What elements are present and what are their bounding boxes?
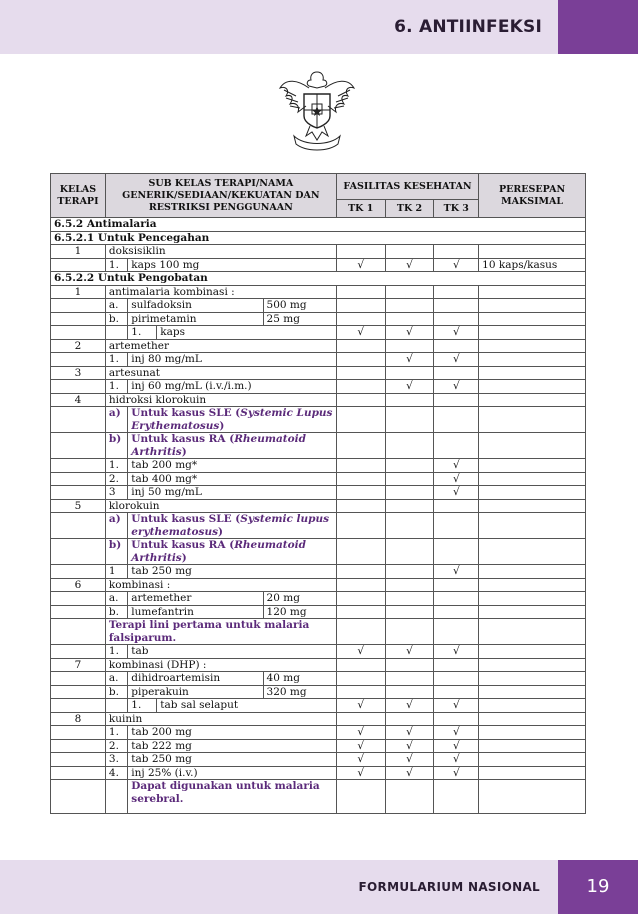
table-row: a) Untuk kasus SLE (Systemic lupus erythematosus)	[51, 513, 586, 539]
section-row: 6.5.2 Antimalaria	[51, 218, 586, 232]
table-row: 1. tab √ √ √	[51, 645, 586, 659]
table-row: 1. inj 80 mg/mL √ √	[51, 353, 586, 367]
table-row: 1. tab 200 mg* √	[51, 459, 586, 473]
table-row: 1 tab 250 mg √	[51, 565, 586, 579]
col-kelas-terapi: KELAS TERAPI	[51, 174, 106, 218]
table-row: 5 klorokuin	[51, 499, 586, 513]
table-row: a. artemether 20 mg	[51, 592, 586, 606]
table-row: b) Untuk kasus RA (Rheumatoid Arthritis)	[51, 433, 586, 459]
table-row: 1 antimalaria kombinasi :	[51, 285, 586, 299]
table-row: 3. tab 250 mg √ √ √	[51, 753, 586, 767]
table-row: 2 artemether	[51, 339, 586, 353]
table-row: b) Untuk kasus RA (Rheumatoid Arthritis)	[51, 539, 586, 565]
table-row: b. pirimetamin 25 mg	[51, 312, 586, 326]
page-number: 19	[558, 860, 638, 914]
header-tab	[558, 0, 638, 54]
garuda-emblem-icon	[276, 66, 358, 152]
table-row: 1. kaps 100 mg √ √ √ 10 kaps/kasus	[51, 258, 586, 272]
table-row: 2. tab 400 mg* √	[51, 472, 586, 486]
col-peresepan: PERESEPAN MAKSIMAL	[479, 174, 586, 218]
table-row: 4. inj 25% (i.v.) √ √ √	[51, 766, 586, 780]
table-row: Dapat digunakan untuk malaria serebral.	[51, 780, 586, 814]
footer-bar	[0, 860, 638, 914]
col-tk3: TK 3	[434, 200, 479, 218]
table-row: b. lumefantrin 120 mg	[51, 605, 586, 619]
table-row: a. dihidroartemisin 40 mg	[51, 672, 586, 686]
section-row: 6.5.2.1 Untuk Pencegahan	[51, 231, 586, 245]
table-row: 4 hidroksi klorokuin	[51, 393, 586, 407]
table-row: 3 artesunat	[51, 366, 586, 380]
col-tk2: TK 2	[385, 200, 434, 218]
table-row: 8 kuinin	[51, 712, 586, 726]
footer-label: FORMULARIUM NASIONAL	[358, 880, 540, 894]
col-fasilitas: FASILITAS KESEHATAN	[336, 174, 478, 200]
chapter-title: 6. ANTIINFEKSI	[394, 17, 542, 37]
section-row: 6.5.2.2 Untuk Pengobatan	[51, 272, 586, 286]
table-row: 1. kaps √ √ √	[51, 326, 586, 340]
table-row: b. piperakuin 320 mg	[51, 685, 586, 699]
col-tk1: TK 1	[336, 200, 385, 218]
table-row: 6 kombinasi :	[51, 578, 586, 592]
header-bar	[0, 0, 638, 54]
formulary-table	[50, 173, 586, 814]
table-row: 3 inj 50 mg/mL √	[51, 486, 586, 500]
table-row: a. sulfadoksin 500 mg	[51, 299, 586, 313]
table-row: 2. tab 222 mg √ √ √	[51, 739, 586, 753]
table-row: 1. tab 200 mg √ √ √	[51, 726, 586, 740]
table-row: Terapi lini pertama untuk malaria falsiparum.	[51, 619, 586, 645]
table-row: 1. tab sal selaput √ √ √	[51, 699, 586, 713]
table-row: a) Untuk kasus SLE (Systemic Lupus Erythematosus)	[51, 407, 586, 433]
table-row: 7 kombinasi (DHP) :	[51, 658, 586, 672]
col-sub-kelas: SUB KELAS TERAPI/NAMA GENERIK/SEDIAAN/KEKUATAN DAN RESTRIKSI PENGGUNAAN	[105, 174, 336, 218]
table-row: 1 doksisiklin	[51, 245, 586, 259]
table-row: 1. inj 60 mg/mL (i.v./i.m.) √ √	[51, 380, 586, 394]
